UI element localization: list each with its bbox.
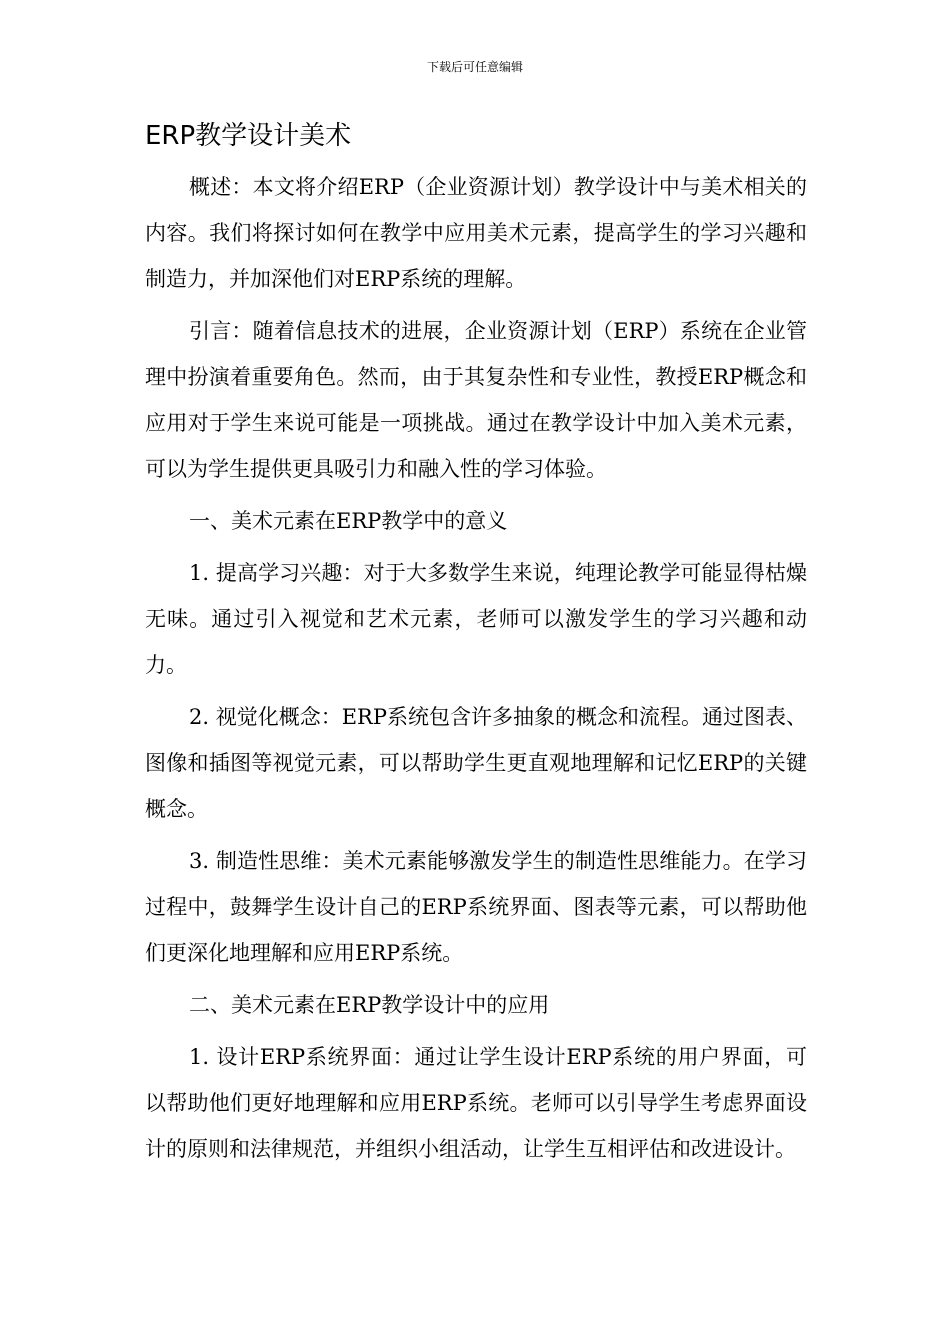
list-item-2: 2. 视觉化概念：ERP系统包含许多抽象的概念和流程。通过图表、图像和插图等视觉元素，可以帮助学生更直观地理解和记忆ERP的关键概念。 xyxy=(145,705,807,821)
paragraph-overview: 概述：本文将介绍ERP（企业资源计划）教学设计中与美术相关的内容。我们将探讨如何在教学中应用美术元素，提高学生的学习兴趣和制造力，并加深他们对ERP系统的理解。 xyxy=(145,175,807,291)
header-note: 下载后可任意编辑 xyxy=(426,60,523,74)
paragraph-introduction: 引言：随着信息技术的进展，企业资源计划（ERP）系统在企业管理中扮演着重要角色。然而，由于其复杂性和专业性，教授ERP概念和应用对于学生来说可能是一项挑战。通过在教学设计中加入美术元素，可以为学生提供更具吸引力和融入性的学习体验。 xyxy=(145,319,807,481)
section-heading-2: 二、美术元素在ERP教学设计中的应用 xyxy=(189,993,550,1017)
document-title: ERP教学设计美术 xyxy=(145,121,352,151)
list-item-3: 3. 制造性思维：美术元素能够激发学生的制造性思维能力。在学习过程中，鼓舞学生设计自己的ERP系统界面、图表等元素，可以帮助他们更深化地理解和应用ERP系统。 xyxy=(145,849,807,965)
list-item-4: 1. 设计ERP系统界面：通过让学生设计ERP系统的用户界面，可以帮助他们更好地理解和应用ERP系统。老师可以引导学生考虑界面设计的原则和法律规范，并组织小组活动，让学生互相评估和改进设计。 xyxy=(145,1045,807,1161)
list-item-1: 1. 提高学习兴趣：对于大多数学生来说，纯理论教学可能显得枯燥无味。通过引入视觉和艺术元素，老师可以激发学生的学习兴趣和动力。 xyxy=(145,561,807,677)
document-body xyxy=(145,164,807,1178)
section-heading-1: 一、美术元素在ERP教学中的意义 xyxy=(189,509,508,533)
